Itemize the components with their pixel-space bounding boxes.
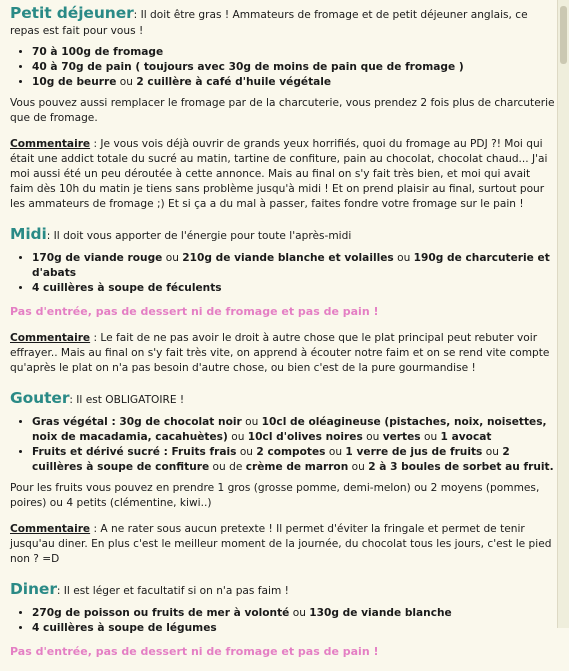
or-word: ou	[423, 431, 438, 444]
or-word: ou	[328, 446, 343, 459]
article-body	[10, 0, 556, 671]
item-text: 10cl de oléagineuse (pistaches, noix, noisettes, noix de macadamia, cacahuètes)	[32, 416, 547, 444]
food-list	[10, 415, 556, 475]
or-word: ou	[119, 76, 133, 89]
item-text: Gras végétal : 30g de chocolat noir	[32, 416, 242, 429]
list-item	[32, 60, 556, 75]
item-text: 2 à 3 boules de sorbet au fruit.	[368, 461, 554, 474]
item-text: 130g de viande blanche	[309, 607, 452, 620]
list-item	[32, 445, 556, 475]
item-text: 210g de viande blanche et volailles	[182, 252, 394, 265]
list-item	[32, 415, 556, 445]
comment-text: : Le fait de ne pas avoir le droit à autre chose que le plat principal peut rebuter voir effrayer.. Mais au final on s'y fait très vite, on apprend à écouter notre faim et on se rend vite compte qu'après le plat on n'a pas besoin d'autre chose, ou bien c'est de la pure gourmandise !	[10, 332, 550, 375]
warning-text: Pas d'entrée, pas de dessert ni de fromage et pas de pain !	[10, 305, 379, 319]
food-list	[10, 45, 556, 90]
note-text: Vous pouvez aussi remplacer le fromage par de la charcuterie, vous prendez 2 fois plus de charcuterie que de fromage.	[10, 97, 555, 125]
list-item	[32, 45, 556, 60]
comment-text: : A ne rater sous aucun pretexte ! Il permet d'éviter la fringale et permet de tenir jusqu'au diner. En plus c'est le meilleur moment de la journée, du chocolat tous les jours, c'est le pied non ? =D	[10, 523, 552, 566]
or-word: ou	[292, 607, 306, 620]
comment-text: : Je vous vois déjà ouvrir de grands yeux horrifiés, quoi du fromage au PDJ ?! Moi qui était une addict totale du sucré au matin, tartine de confiture, pain au chocolat, chocolat chaud... J'ai moi aussi été un peu déroutée à cette annonce. Mais au final on s'y fait très bien, et moi qui avait faim dès 10h du matin je tiens sans problème jusqu'à midi ! Et on prend plaisir au final, surtout pour les ammateurs de fromage ;) Et si ça a du mal à passer, faites fondre votre fromage sur le pain !	[10, 138, 548, 211]
item-text: 270g de poisson ou fruits de mer à volonté	[32, 607, 290, 620]
section-intro: : Il doit être gras ! Ammateurs de fromage et de petit déjeuner anglais, ce repas est fait pour vous !	[10, 9, 528, 37]
item-text: 2 cuillère à café d'huile végétale	[136, 76, 332, 89]
or-word: ou	[397, 252, 411, 265]
or-word: ou	[366, 431, 380, 444]
section-title: Gouter	[10, 389, 70, 408]
warning-text: Pas d'entrée, pas de dessert ni de fromage et pas de pain !	[10, 645, 379, 659]
scrollbar-thumb[interactable]	[560, 6, 567, 64]
food-list	[10, 251, 556, 296]
section-intro: : Il est OBLIGATOIRE !	[69, 394, 185, 407]
item-text: 70 à 100g de fromage	[32, 46, 164, 59]
comment-paragraph	[10, 522, 556, 567]
item-text: vertes	[382, 431, 421, 444]
item-text: 10cl d'olives noires	[247, 431, 363, 444]
item-text: 10g de beurre	[32, 76, 117, 89]
item-text: Fruits et dérivé sucré : Fruits frais	[32, 446, 237, 459]
section-title: Diner	[10, 580, 57, 599]
comment-label: Commentaire	[10, 138, 91, 151]
item-text: 170g de viande rouge	[32, 252, 163, 265]
item-text: 40 à 70g de pain ( toujours avec 30g de moins de pain que de fromage )	[32, 61, 464, 74]
comment-label: Commentaire	[10, 332, 91, 345]
list-item	[32, 621, 556, 636]
list-item	[32, 75, 556, 90]
scrollbar[interactable]	[557, 0, 569, 628]
section-petit-dejeuner	[10, 2, 556, 212]
comment-paragraph	[10, 137, 556, 212]
or-word: ou de	[212, 461, 243, 474]
item-text: 2 cuillères à soupe de confiture	[32, 446, 510, 474]
list-item	[32, 281, 556, 296]
section-gouter	[10, 387, 556, 567]
or-word: ou	[245, 416, 259, 429]
food-list	[10, 606, 556, 636]
item-text: 1 verre de jus de fruits	[345, 446, 483, 459]
section-intro: : Il doit vous apporter de l'énergie pour toute l'après-midi	[46, 230, 352, 243]
or-word: ou	[485, 446, 499, 459]
comment-label: Commentaire	[10, 523, 91, 536]
item-text: 4 cuillères à soupe de légumes	[32, 622, 217, 635]
section-title: Petit déjeuner	[10, 4, 134, 22]
comment-paragraph	[10, 331, 556, 376]
section-intro: : Il est léger et facultatif si on n'a pas faim !	[56, 585, 289, 598]
section-title: Midi	[10, 225, 47, 244]
item-text: 1 avocat	[440, 431, 492, 444]
item-text: 2 compotes	[256, 446, 326, 459]
list-item	[32, 251, 556, 281]
list-item	[32, 606, 556, 621]
section-midi	[10, 223, 556, 376]
section-diner	[10, 578, 556, 660]
or-word: ou	[231, 431, 245, 444]
item-text: 190g de charcuterie et d'abats	[32, 252, 550, 280]
note-text: Pour les fruits vous pouvez en prendre 1 gros (grosse pomme, demi-melon) ou 2 moyens (pommes, poires) ou 4 petits (clémentine, kiwi..)	[10, 482, 540, 510]
item-text: 4 cuillères à soupe de féculents	[32, 282, 222, 295]
or-word: ou	[239, 446, 254, 459]
item-text: crème de marron	[245, 461, 349, 474]
or-word: ou	[351, 461, 365, 474]
or-word: ou	[165, 252, 179, 265]
